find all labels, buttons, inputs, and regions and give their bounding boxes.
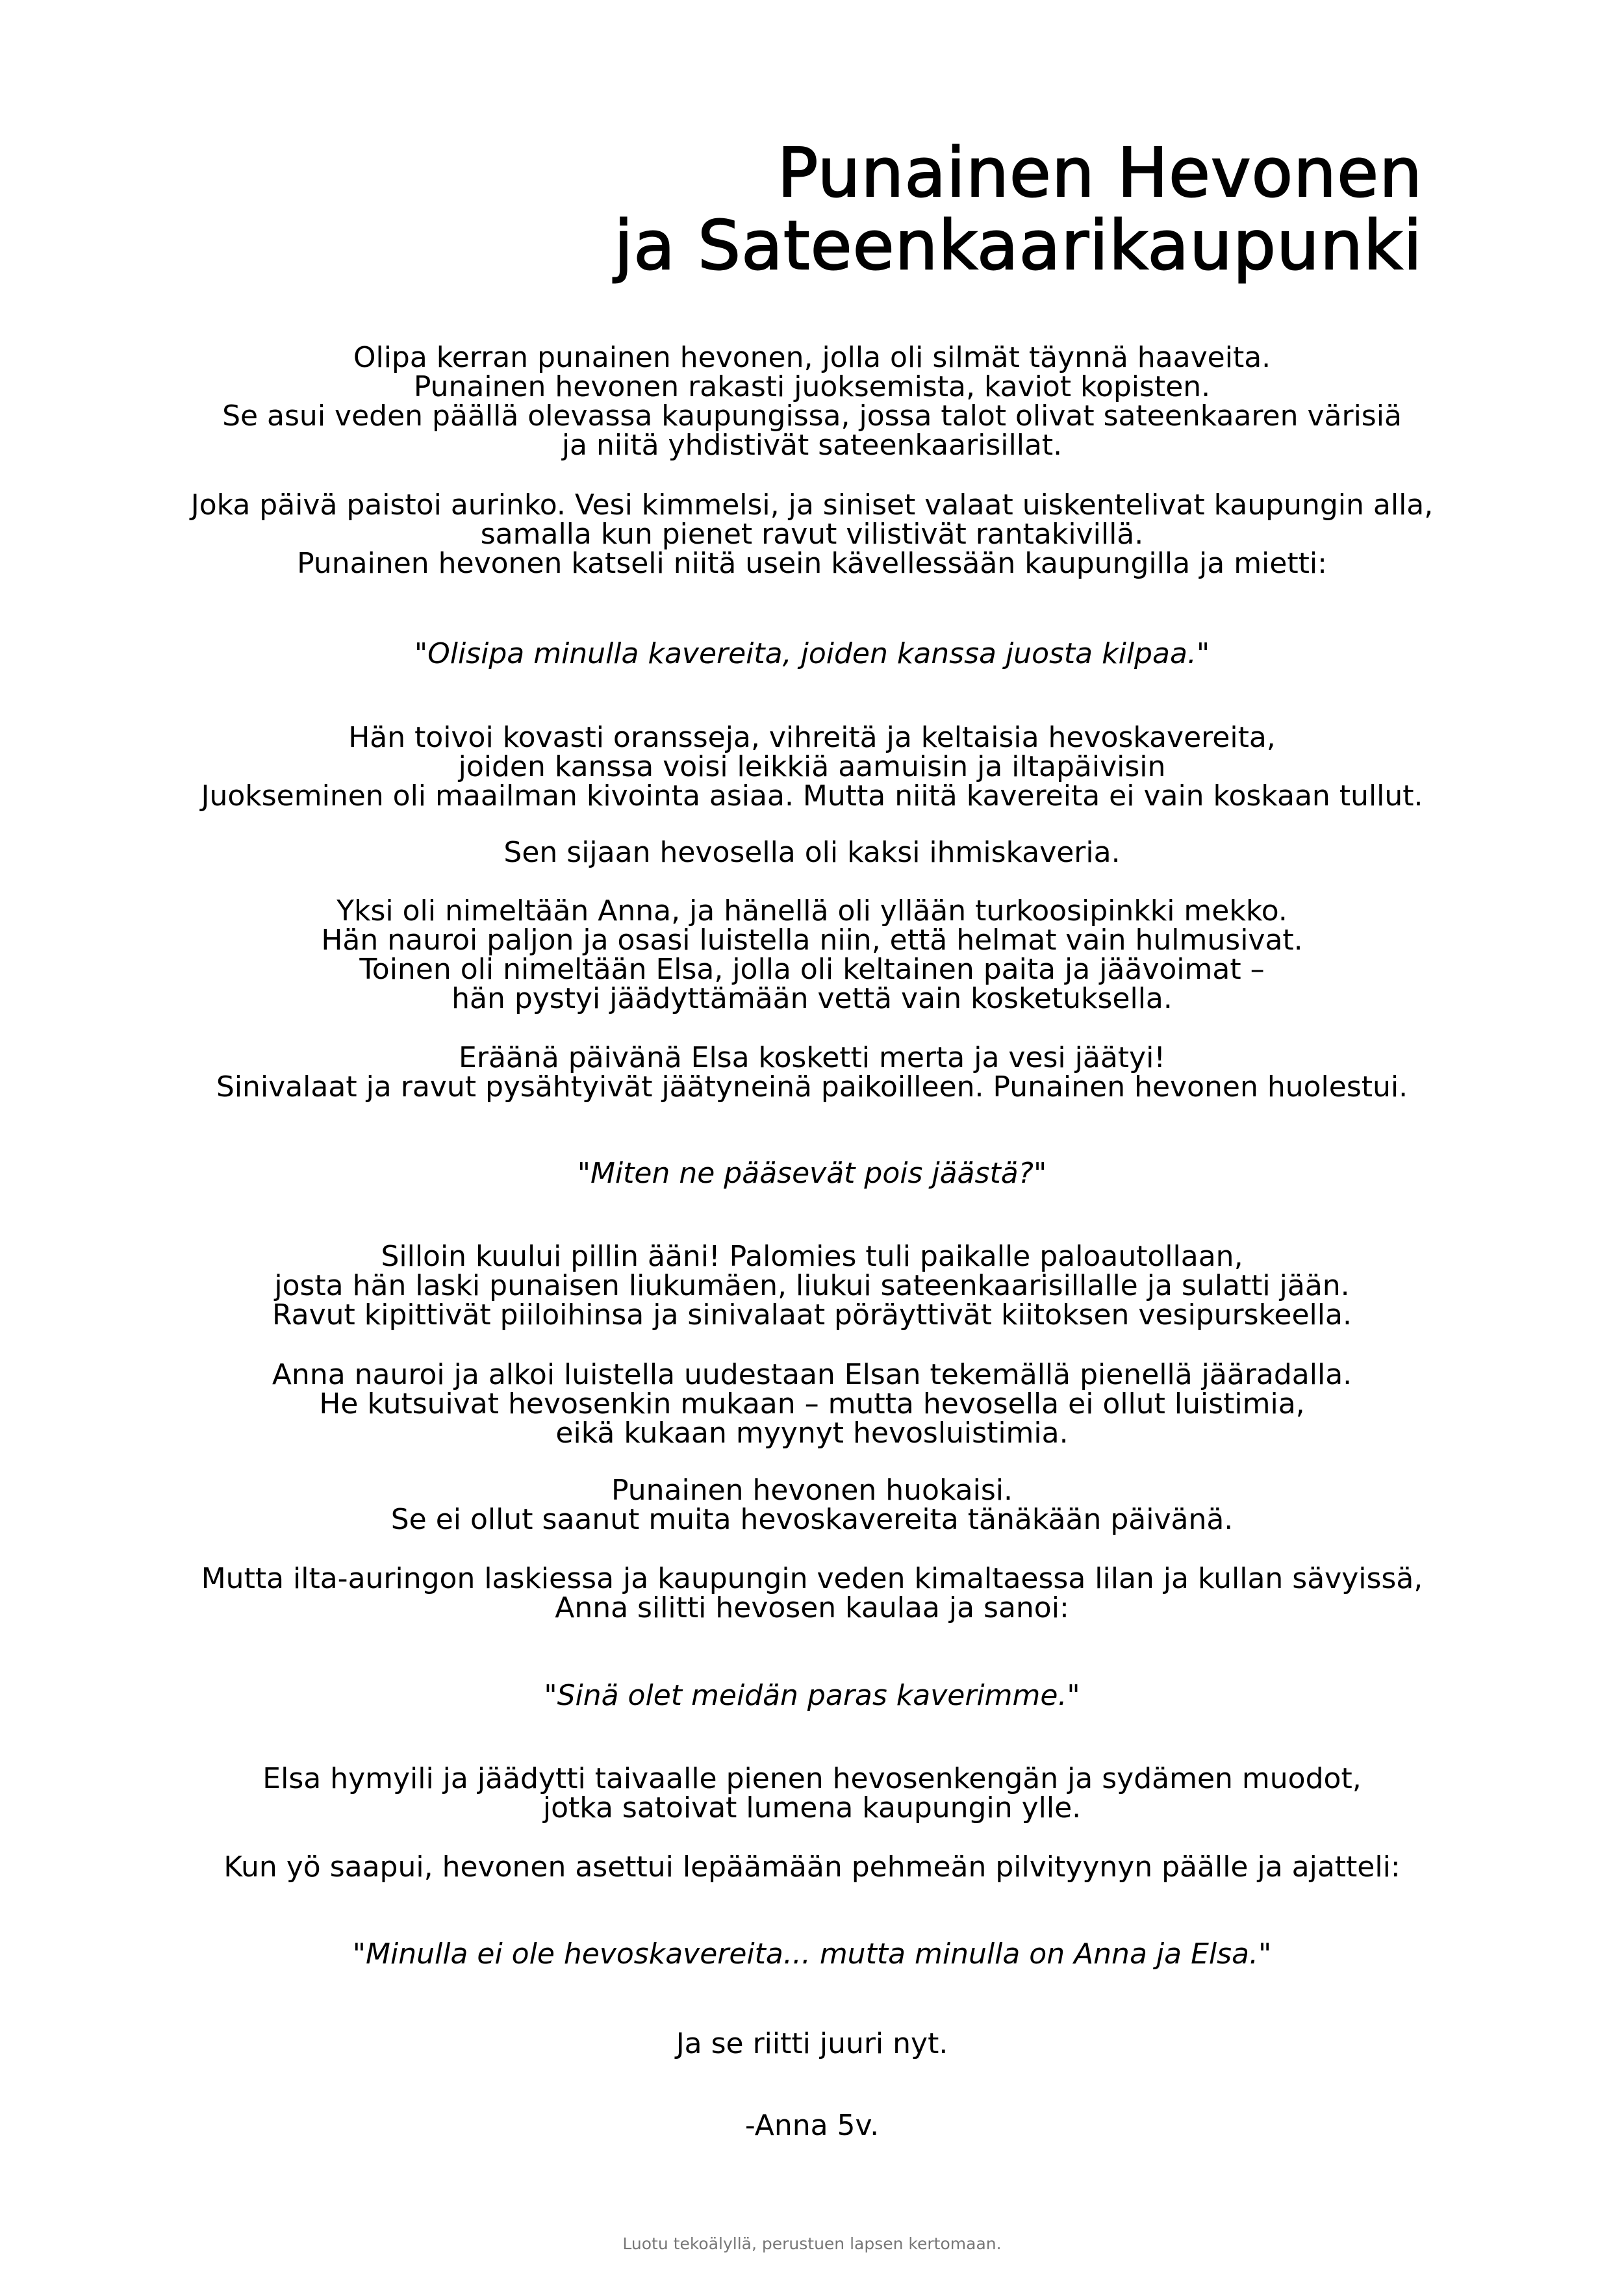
paragraph-intro	[0, 343, 1624, 460]
text-line: Elsa hymyili ja jäädytti taivaalle pienen hevosenkengän ja sydämen muodot,	[262, 1762, 1362, 1795]
quote-line: "Minulla ei ole hevoskavereita... mutta minulla on Anna ja Elsa."	[352, 1937, 1272, 1971]
text-line: Mutta ilta-auringon laskiessa ja kaupungin veden kimaltaessa lilan ja kullan sävyissä,	[201, 1562, 1423, 1595]
text-line: Ravut kipittivät piiloihinsa ja sinivalaat pöräyttivät kiitoksen vesipurskeella.	[272, 1298, 1352, 1331]
text-line: Toinen oli nimeltään Elsa, jolla oli keltainen paita ja jäävoimat –	[359, 953, 1265, 986]
text-line: Hän toivoi kovasti oransseja, vihreitä ja keltaisia hevoskavereita,	[348, 721, 1276, 754]
paragraph-skating	[0, 1360, 1624, 1448]
text-line: Ja se riitti juuri nyt.	[676, 2027, 948, 2060]
text-line: Hän nauroi paljon ja osasi luistella niin, että helmat vain hulmusivat.	[321, 924, 1303, 957]
text-line: Juokseminen oli maailman kivointa asiaa. Mutta niitä kavereita ei vain koskaan tullut.	[201, 779, 1423, 813]
quote-worry	[0, 1159, 1624, 1188]
text-line: Punainen hevonen katseli niitä usein kävellessään kaupungilla ja mietti:	[297, 547, 1327, 580]
text-line: He kutsuivat hevosenkin mukaan – mutta hevosella ei ollut luistimia,	[319, 1387, 1305, 1420]
paragraph-snow-shapes	[0, 1764, 1624, 1823]
text-line: Se ei ollut saanut muita hevoskavereita tänäkään päivänä.	[390, 1503, 1234, 1536]
title-line-1: Punainen Hevonen	[777, 133, 1423, 212]
paragraph-human-friends	[0, 838, 1624, 867]
story-title	[614, 133, 1423, 285]
text-line: eikä kukaan myynyt hevosluistimia.	[555, 1417, 1069, 1450]
text-line: Olipa kerran punainen hevonen, jolla oli silmät täynnä haaveita.	[353, 341, 1271, 374]
text-line: Se asui veden päällä olevassa kaupungissa, jossa talot olivat sateenkaaren värisiä	[222, 399, 1402, 433]
paragraph-sunset	[0, 1564, 1624, 1622]
quote-wish	[0, 639, 1624, 668]
text-line: Sen sijaan hevosella oli kaksi ihmiskaveria.	[503, 836, 1121, 869]
text-line: Sinivalaat ja ravut pysähtyivät jäätyneinä paikoilleen. Punainen hevonen huolestui.	[216, 1070, 1408, 1104]
text-line: jotka satoivat lumena kaupungin ylle.	[542, 1791, 1082, 1824]
paragraph-anna-elsa	[0, 896, 1624, 1013]
text-line: Punainen hevonen huokaisi.	[611, 1474, 1013, 1507]
text-line: Yksi oli nimeltään Anna, ja hänellä oli yllään turkoosipinkki mekko.	[336, 894, 1288, 927]
text-line: Joka päivä paistoi aurinko. Vesi kimmelsi, ja siniset valaat uiskentelivat kaupungin alla,	[190, 488, 1434, 522]
quote-line: "Sinä olet meidän paras kaverimme."	[544, 1679, 1080, 1712]
text-line: josta hän laski punaisen liukumäen, liukui sateenkaarisillalle ja sulatti jään.	[274, 1269, 1350, 1302]
quote-line: "Olisipa minulla kavereita, joiden kanssa juosta kilpaa."	[414, 637, 1210, 670]
text-line: Kun yö saapui, hevonen asettui lepäämään pehmeän pilvityynyn päälle ja ajatteli:	[223, 1850, 1401, 1884]
paragraph-night	[0, 1852, 1624, 1882]
paragraph-enough	[0, 2029, 1624, 2058]
text-line: Eräänä päivänä Elsa kosketti merta ja vesi jäätyi!	[459, 1041, 1165, 1074]
text-line: hän pystyi jäädyttämään vettä vain kosketuksella.	[451, 982, 1173, 1015]
paragraph-sunny-day	[0, 490, 1624, 578]
author-line: -Anna 5v.	[744, 2109, 880, 2142]
paragraph-frozen-sea	[0, 1043, 1624, 1102]
quote-best-friend	[0, 1681, 1624, 1710]
title-line-2: ja Sateenkaarikaupunki	[614, 206, 1423, 285]
quote-anna-elsa	[0, 1939, 1624, 1969]
text-line: Anna silitti hevosen kaulaa ja sanoi:	[555, 1591, 1069, 1624]
paragraph-firefighter	[0, 1242, 1624, 1330]
text-line: samalla kun pienet ravut vilistivät rantakivillä.	[480, 518, 1144, 551]
quote-line: "Miten ne pääsevät pois jäästä?"	[577, 1157, 1047, 1190]
text-line: Punainen hevonen rakasti juoksemista, kaviot kopisten.	[413, 370, 1211, 403]
paragraph-horse-friends	[0, 723, 1624, 811]
text-line: Silloin kuului pillin ääni! Palomies tuli paikalle paloautollaan,	[381, 1240, 1243, 1273]
text-line: Anna nauroi ja alkoi luistella uudestaan Elsan tekemällä pienellä jääradalla.	[272, 1358, 1352, 1391]
text-line: joiden kanssa voisi leikkiä aamuisin ja iltapäivisin	[458, 750, 1166, 783]
footer-note: Luotu tekoälyllä, perustuen lapsen kertomaan.	[622, 2234, 1002, 2253]
paragraph-sigh	[0, 1476, 1624, 1534]
text-line: ja niitä yhdistivät sateenkaarisillat.	[561, 429, 1063, 462]
author-signature	[0, 2111, 1624, 2140]
